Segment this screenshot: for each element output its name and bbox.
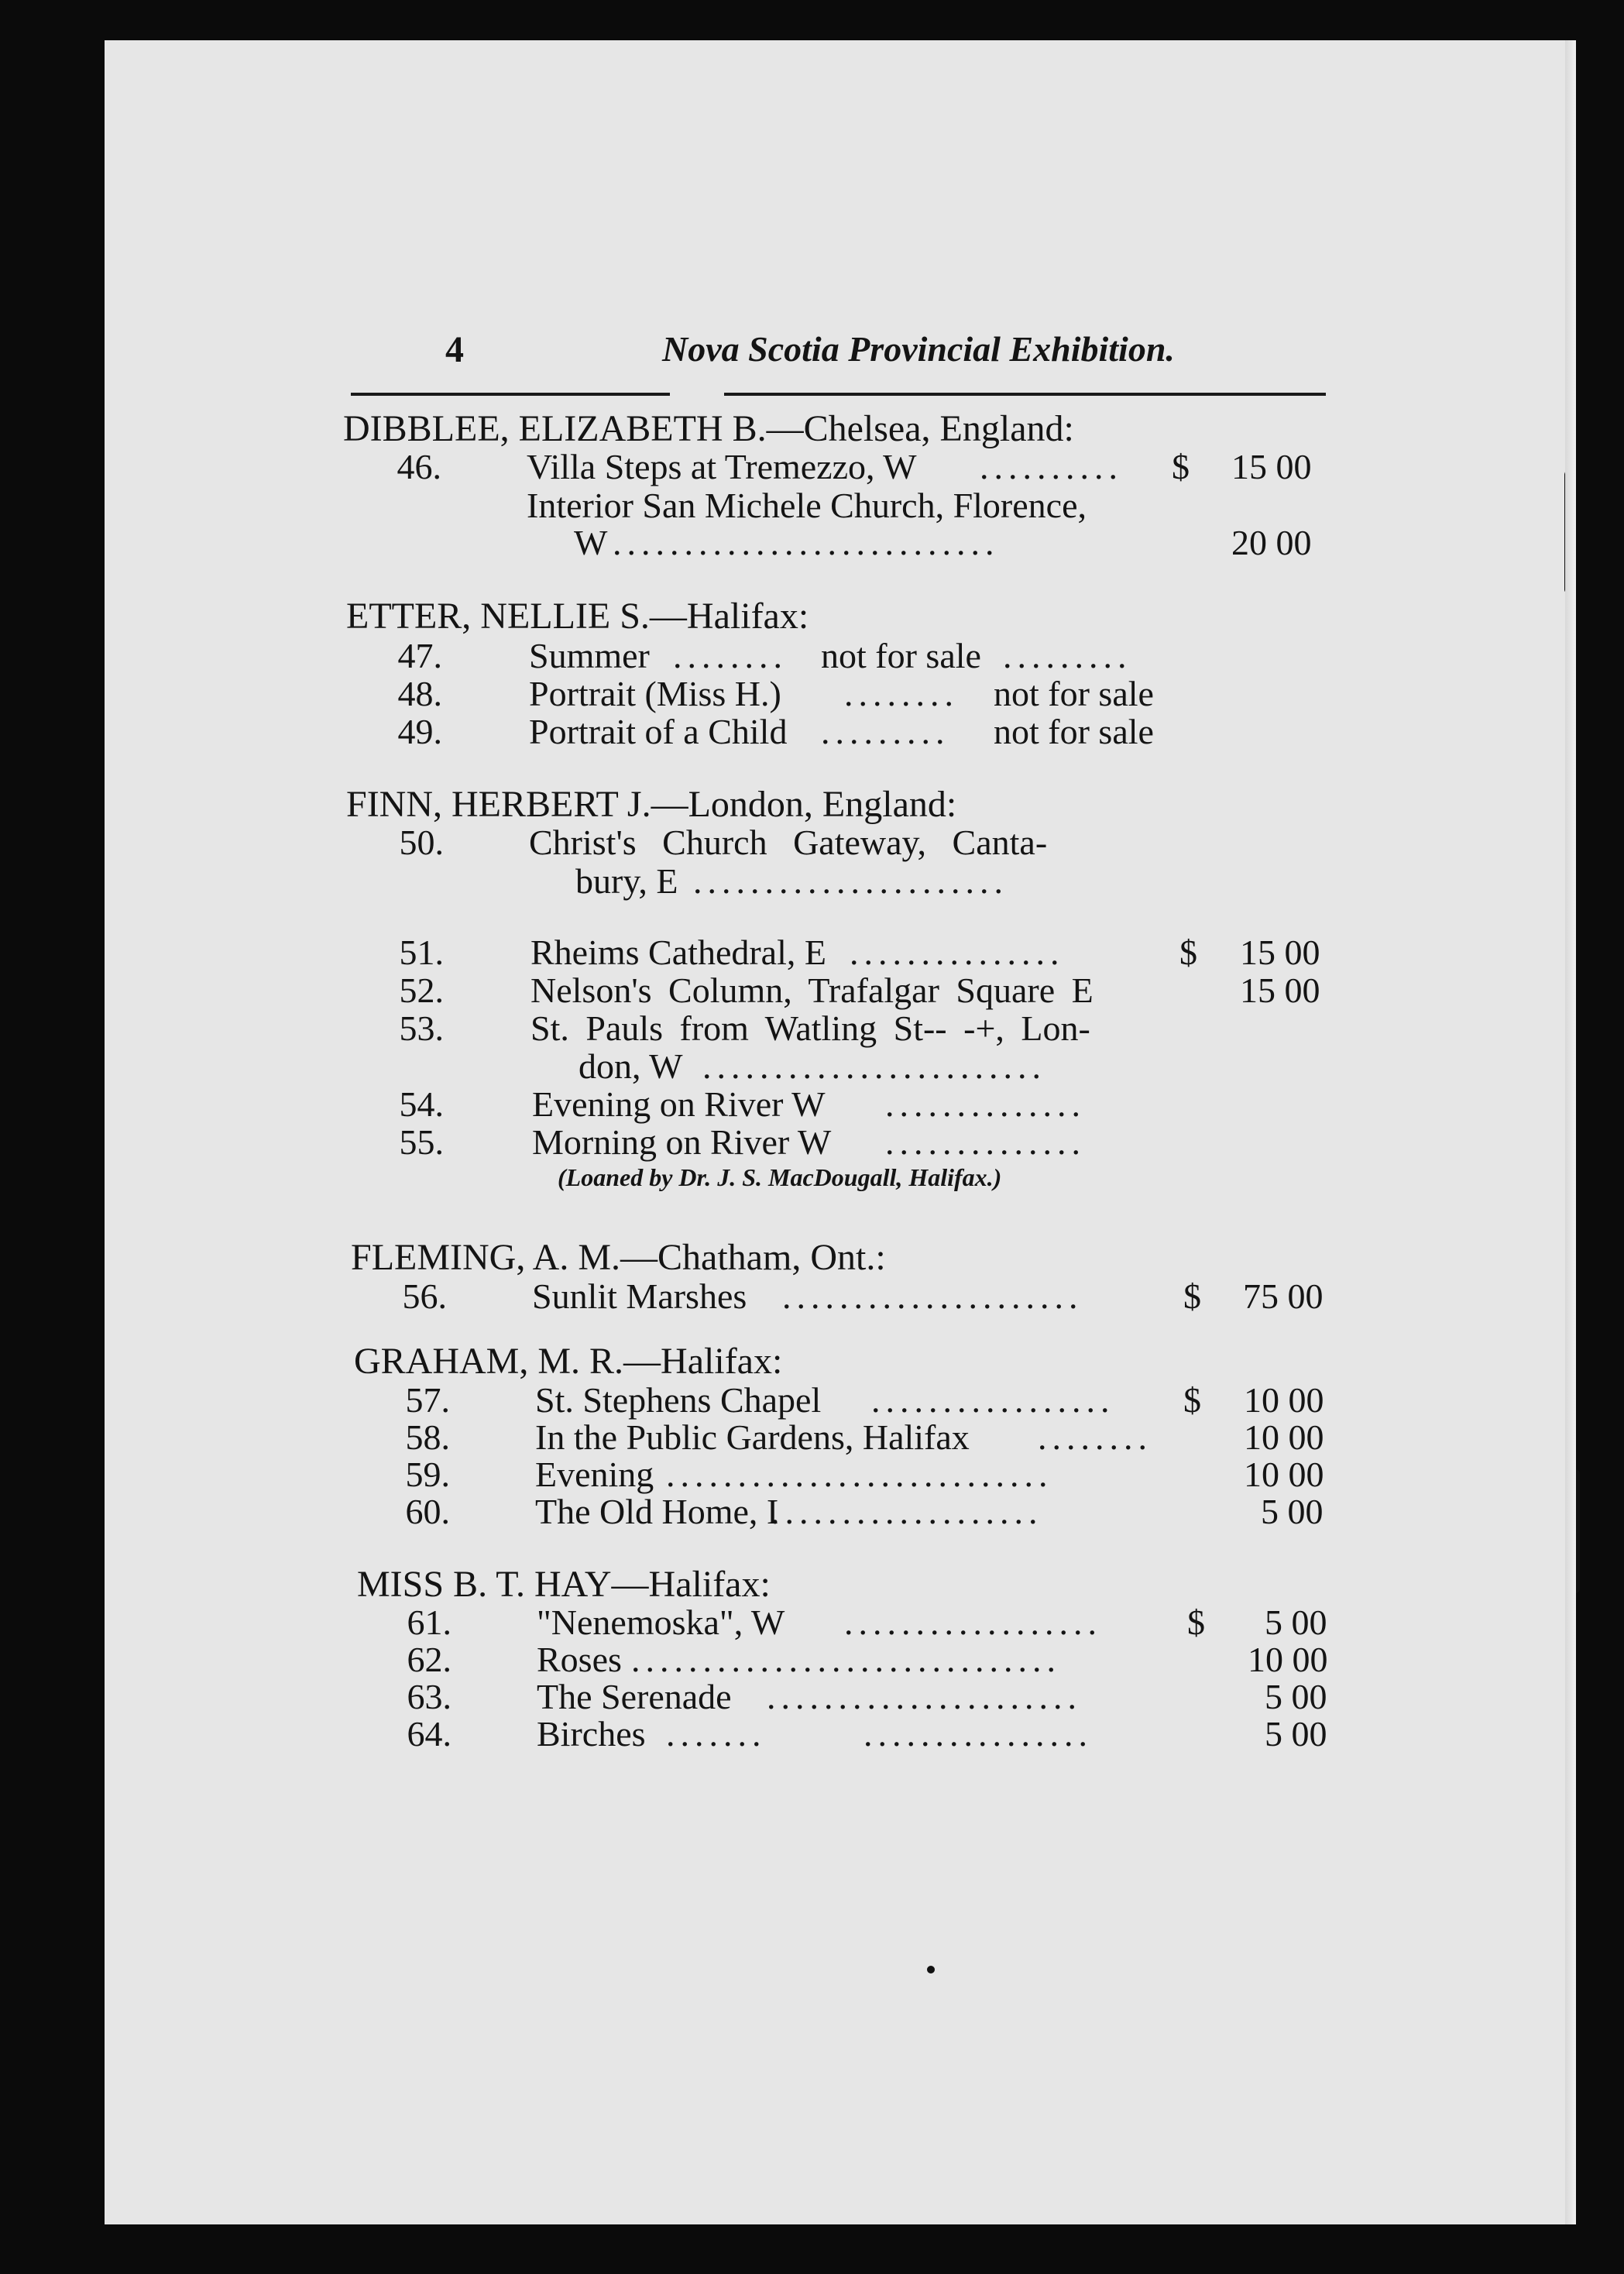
exhibitor-heading: ETTER, NELLIE S.—Halifax: [346, 596, 809, 637]
binding-mark-bottom [1571, 1469, 1580, 1593]
entry-title-continued: W [574, 523, 608, 562]
entry-price: 75 00 [1243, 1276, 1324, 1316]
dollar-sign: $ [1179, 933, 1197, 972]
entry-status: not for sale [994, 712, 1154, 751]
entry-number: 61. [407, 1602, 451, 1642]
header-rule-right [724, 393, 1326, 396]
entry-title: Sunlit Marshes [532, 1276, 747, 1316]
leader-dots: .............. [885, 1122, 1086, 1162]
leader-dots: ................... [771, 1492, 1043, 1531]
exhibitor-heading: GRAHAM, M. R.—Halifax: [354, 1341, 783, 1382]
entry-title: Evening on River W [532, 1084, 826, 1124]
entry-title-continued: don, W [579, 1046, 683, 1086]
entry-number: 47. [397, 636, 442, 675]
entry-price: 10 00 [1244, 1455, 1324, 1494]
entry-status: not for sale [821, 636, 981, 675]
loan-note: (Loaned by Dr. J. S. MacDougall, Halifax.) [558, 1163, 1002, 1191]
exhibitor-heading: FINN, HERBERT J.—London, England: [346, 784, 957, 825]
entry-title: Interior San Michele Church, Florence, [527, 486, 1087, 525]
entry-title: Nelson's Column, Trafalgar Square E [530, 970, 1094, 1010]
leader-dots: ........................... [613, 523, 1000, 562]
entry-number: 52. [399, 970, 444, 1010]
binding-mark-top [1564, 470, 1574, 594]
entry-number: 59. [405, 1455, 450, 1494]
leader-dots: ....... [666, 1714, 767, 1754]
leader-dots: ................ [864, 1714, 1093, 1754]
leader-dots: .............................. [631, 1640, 1061, 1679]
leader-dots: .......... [980, 447, 1123, 486]
entry-number: 50. [399, 823, 444, 862]
entry-price: 5 00 [1261, 1492, 1324, 1531]
header-rule-left [351, 393, 670, 396]
leader-dots: ..................... [782, 1276, 1083, 1316]
entry-number: 63. [407, 1677, 451, 1716]
dollar-sign: $ [1172, 447, 1190, 486]
leader-dots: ........ [1038, 1417, 1152, 1457]
entry-number: 55. [399, 1122, 444, 1162]
entry-number: 49. [397, 712, 442, 751]
entry-price: 5 00 [1265, 1677, 1327, 1716]
entry-price: 15 00 [1240, 970, 1320, 1010]
leader-dots: ......... [821, 712, 950, 751]
entry-number: 58. [405, 1417, 450, 1457]
entry-number: 57. [405, 1380, 450, 1420]
entry-title: Villa Steps at Tremezzo, W [527, 447, 917, 486]
entry-title: In the Public Gardens, Halifax [535, 1417, 970, 1457]
entry-status: not for sale [994, 674, 1154, 713]
entry-price: 5 00 [1265, 1714, 1327, 1754]
entry-price: 15 00 [1240, 933, 1320, 972]
entry-price: 10 00 [1248, 1640, 1328, 1679]
stray-ink-dot [927, 1966, 935, 1973]
exhibitor-heading: MISS B. T. HAY—Halifax: [357, 1564, 771, 1605]
entry-title: Portrait of a Child [529, 712, 788, 751]
dollar-sign: $ [1187, 1602, 1205, 1642]
entry-price: 20 00 [1231, 523, 1312, 562]
entry-number: 60. [405, 1492, 450, 1531]
entry-number: 51. [399, 933, 444, 972]
leader-dots: ...................... [767, 1677, 1082, 1716]
entry-title: "Nenemoska", W [537, 1602, 785, 1642]
entry-number: 48. [397, 674, 442, 713]
entry-number: 54. [399, 1084, 444, 1124]
entry-title: The Old Home, I [535, 1492, 779, 1531]
dollar-sign: $ [1183, 1380, 1201, 1420]
entry-title: Christ's Church Gateway, Canta- [529, 823, 1048, 862]
entry-price: 15 00 [1231, 447, 1312, 486]
leader-dots: ........................ [702, 1046, 1046, 1086]
leader-dots: ...................... [693, 861, 1008, 901]
entry-number: 64. [407, 1714, 451, 1754]
leader-dots: ........ [673, 636, 788, 675]
entry-title: Evening [535, 1455, 654, 1494]
leader-dots: ................. [871, 1380, 1115, 1420]
entry-title: Portrait (Miss H.) [529, 674, 781, 713]
entry-price: 5 00 [1265, 1602, 1327, 1642]
entry-number: 56. [402, 1276, 447, 1316]
entry-number: 53. [399, 1008, 444, 1048]
leader-dots: .................. [844, 1602, 1102, 1642]
leader-dots: .............. [885, 1084, 1086, 1124]
entry-title: Birches [537, 1714, 646, 1754]
page-number: 4 [445, 329, 464, 370]
exhibitor-heading: DIBBLEE, ELIZABETH B.—Chelsea, England: [343, 408, 1074, 449]
entry-title: Roses [537, 1640, 622, 1679]
catalogue-page [105, 40, 1576, 2224]
entry-title: Summer [529, 636, 650, 675]
entry-title: St. Pauls from Watling St-- -+, Lon- [530, 1008, 1090, 1048]
running-title: Nova Scotia Provincial Exhibition. [662, 329, 1175, 369]
exhibitor-heading: FLEMING, A. M.—Chatham, Ont.: [351, 1237, 886, 1278]
dollar-sign: $ [1183, 1276, 1201, 1316]
leader-dots: ........................... [666, 1455, 1053, 1494]
entry-number: 46. [397, 447, 441, 486]
entry-title: Rheims Cathedral, E [530, 933, 826, 972]
leader-dots: ......... [1003, 636, 1132, 675]
entry-title: The Serenade [537, 1677, 732, 1716]
entry-title: St. Stephens Chapel [535, 1380, 822, 1420]
entry-title-continued: bury, E [575, 861, 678, 901]
entry-price: 10 00 [1244, 1417, 1324, 1457]
entry-price: 10 00 [1244, 1380, 1324, 1420]
entry-title: Morning on River W [532, 1122, 832, 1162]
leader-dots: ........ [844, 674, 959, 713]
entry-number: 62. [407, 1640, 451, 1679]
leader-dots: ............... [850, 933, 1065, 972]
